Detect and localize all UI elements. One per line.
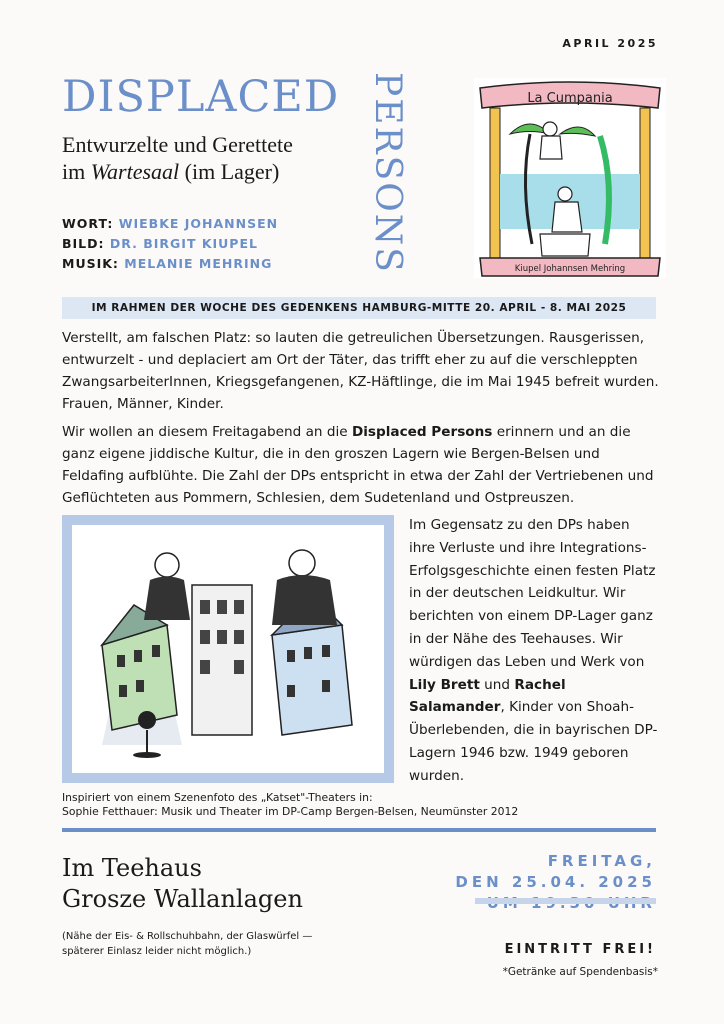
credits (62, 214, 278, 274)
subtitle-line1: Entwurzelte und Gerettete (62, 132, 293, 157)
event-date: DEN 25.04. 2025 (455, 873, 656, 891)
la-cumpania-illustration (470, 74, 670, 282)
event-day: FREITAG, (547, 852, 656, 870)
credit-label: WORT: (62, 216, 114, 231)
subtitle (62, 131, 293, 185)
caption-line2: Sophie Fetthauer: Musik und Theater im DP-Camp Bergen-Belsen, Neumünster 2012 (62, 805, 519, 818)
side-text-b: , Kinder von Shoah-Überlebenden, die in bayrischen DP-Lagern 1946 bzw. 1949 geboren wurden. (409, 699, 658, 784)
credit-value: MELANIE MEHRING (124, 256, 273, 271)
side-text-mid: und (479, 676, 515, 693)
subtitle-line2 (62, 158, 293, 185)
venue-line2: Grosze Wallanlagen (62, 885, 303, 913)
artwork-banner-text: La Cumpania (527, 91, 613, 106)
credit-value: WIEBKE JOHANNSEN (118, 216, 279, 231)
subtitle-suffix: (im Lager) (179, 159, 280, 184)
side-bold-lily: Lily Brett (409, 676, 480, 693)
venue-note (62, 929, 312, 959)
p2-bold: Displaced Persons (351, 424, 493, 440)
event-week-banner: IM RAHMEN DER WOCHE DES GEDENKENS HAMBURG-MITTE 20. APRIL - 8. MAI 2025 (62, 297, 656, 319)
issue-date: APRIL 2025 (562, 37, 658, 50)
venue-line1: Im Teehaus (62, 854, 202, 882)
credit-wort (62, 214, 278, 234)
side-bold-rachel: Rachel Salamander (409, 676, 566, 716)
credit-bild (62, 234, 278, 254)
drinks-note: *Getränke auf Spendenbasis* (502, 966, 658, 978)
event-divider (475, 898, 656, 904)
artwork-footer-text: Kiupel Johannsen Mehring (514, 264, 626, 274)
p2-text-b: erinnern und an die ganz eigene jiddische Kultur, die in den groszen Lagern wie Bergen-Belsen und Feldafing aufblühte. Die Zahl der DPs entspricht in etwa der Zahl der Vertriebenen und Geflüchteten aus Pommern, Schlesien, dem Sudetenland und Ostpreuszen. (62, 424, 654, 506)
event-datetime (455, 851, 656, 914)
image-caption (62, 791, 518, 819)
credit-value: DR. BIRGIT KIUPEL (109, 236, 258, 251)
side-paragraph (409, 514, 659, 788)
caption-line1: Inspiriert von einem Szenenfoto des „Katset"-Theaters in: (62, 791, 373, 804)
venue-note2: späterer Einlasz leider nicht möglich.) (62, 946, 252, 957)
p2-text-a: Wir wollen an diesem Freitagabend an die (62, 424, 352, 440)
intro-paragraph: Verstellt, am falschen Platz: so lauten die getreulichen Übersetzungen. Rausgerissen, entwurzelt - und deplaciert am Ort der Täter, das trifft eher zu auf die verschleppten ZwangsarbeiterInnen, Kriegsgefangenen, KZ-Häftlinge, die im Mai 1945 befreit wurden. Frauen, Männer, Kinder. (62, 330, 659, 412)
displaced-persons-paragraph (62, 421, 662, 509)
credit-label: BILD: (62, 236, 105, 251)
subtitle-italic: Wartesaal (90, 159, 180, 184)
theater-sketch-illustration (72, 525, 384, 773)
side-text-a: Im Gegensatz zu den DPs haben ihre Verluste und ihre Integrations-Erfolgsgeschichte einen festen Platz in der deutschen Leidkultur. Wir berichten von einem DP-Lager ganz in der Nähe des Teehauses. Wir würdigen das Leben und Werk von (409, 517, 656, 670)
credit-musik (62, 254, 278, 274)
vertical-title-text: PERSONS (367, 72, 408, 274)
subtitle-prefix: im (62, 159, 91, 184)
credit-label: MUSIK: (62, 256, 119, 271)
vertical-title (362, 72, 412, 282)
main-title: DISPLACED (62, 72, 340, 122)
venue-note1: (Nähe der Eis- & Rollschuhbahn, der Glaswürfel — (62, 931, 313, 942)
venue (62, 853, 303, 915)
free-entry: EINTRITT FREI! (504, 942, 656, 957)
divider (62, 828, 656, 832)
